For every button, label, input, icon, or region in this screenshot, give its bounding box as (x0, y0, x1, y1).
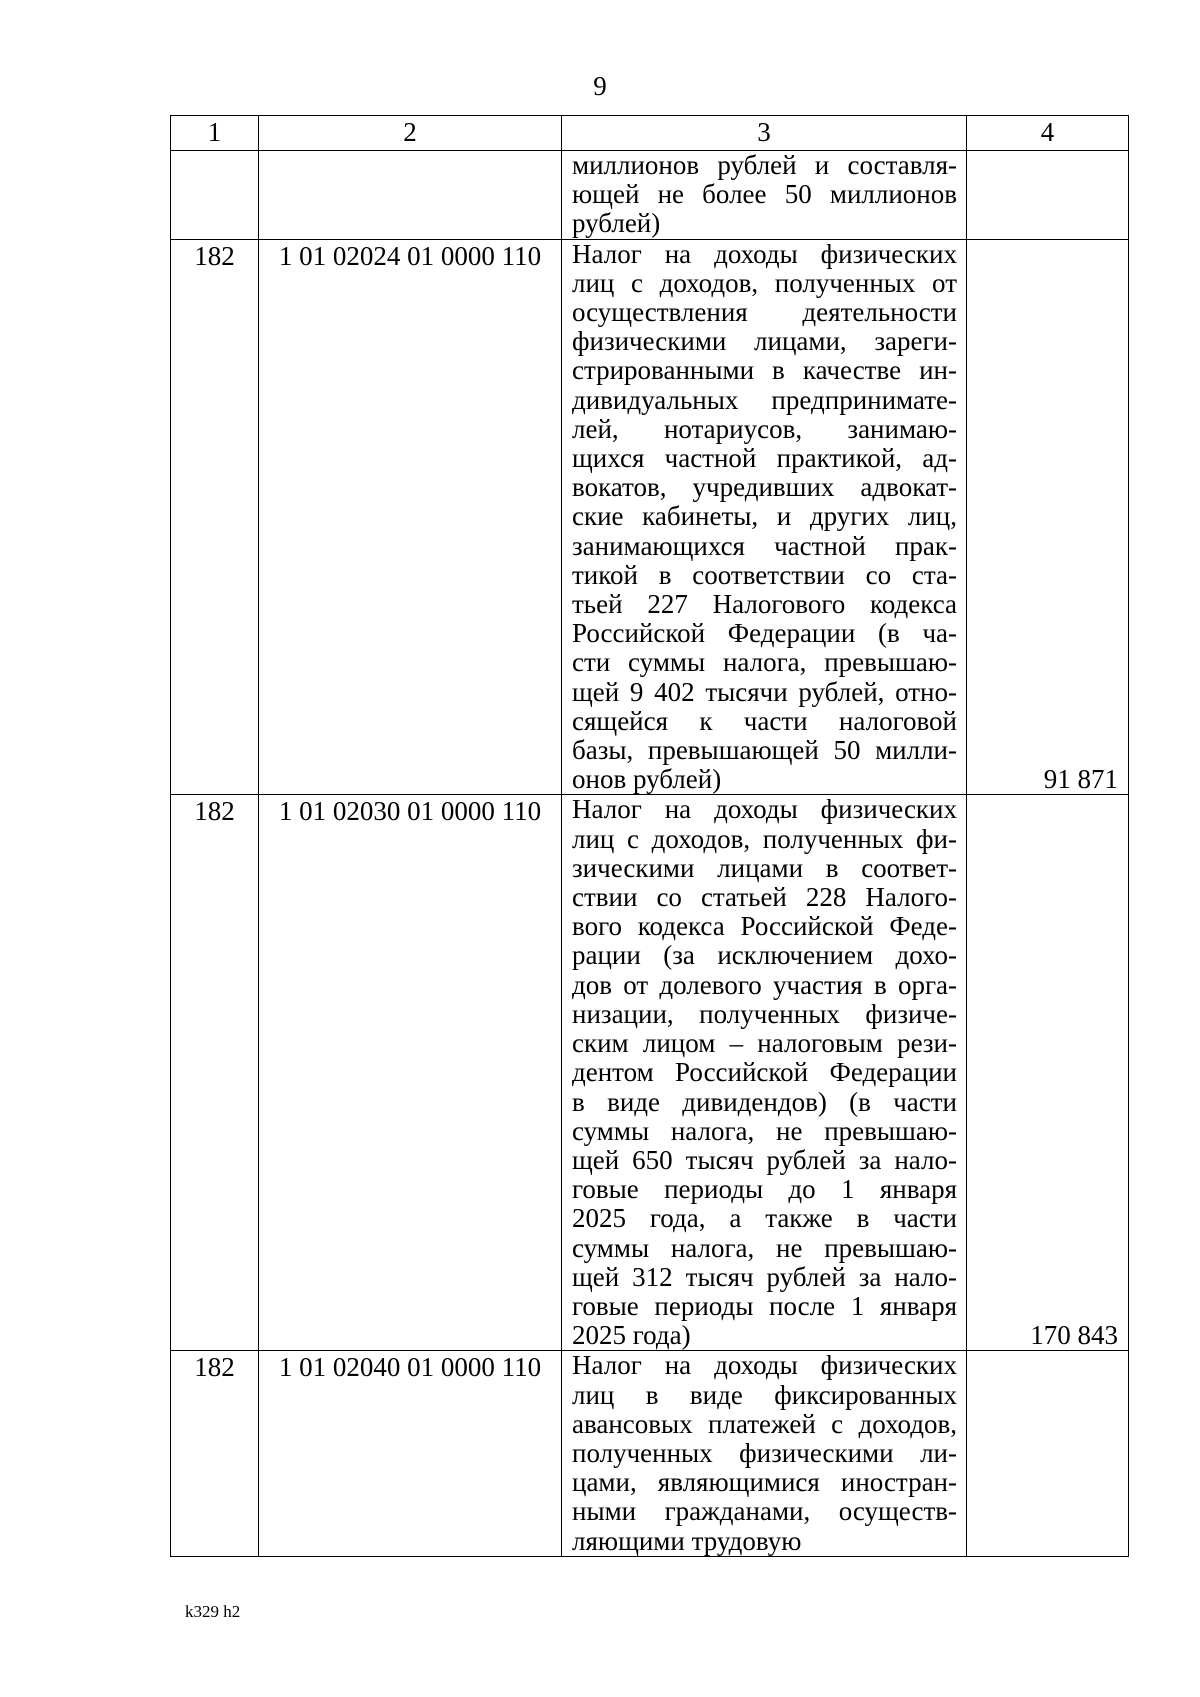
admin-code-cell: 182 (171, 795, 259, 1351)
description-line: рации (за исключением дохо- (572, 940, 957, 971)
amount-cell: 91 871 (967, 239, 1129, 795)
admin-code-cell: 182 (171, 239, 259, 795)
table-row (171, 151, 1129, 240)
description-line: низации, полученных физиче- (572, 998, 957, 1029)
description-line: в виде дивидендов) (в части (572, 1086, 957, 1117)
description-line: тикой в соответствии со ста- (572, 559, 957, 590)
description-line: суммы налога, не превышаю- (572, 1232, 957, 1263)
description-line: щихся частной практикой, ад- (572, 443, 957, 474)
description-line: дентом Российской Федерации (572, 1057, 957, 1088)
description-line: дивидуальных предпринимате- (572, 384, 957, 415)
revenue-description-cell (562, 795, 967, 1351)
description-line: тьей 227 Налогового кодекса (572, 589, 957, 620)
budget-classification-code-cell: 1 01 02030 01 0000 110 (259, 795, 562, 1351)
description-line: Налог на доходы физических (572, 238, 957, 269)
budget-classification-code-cell (259, 151, 562, 240)
header-col-1: 1 (171, 116, 259, 151)
description-line: ским лицом – налоговым рези- (572, 1028, 957, 1059)
description-line: онов рублей) (572, 764, 722, 795)
amount-cell: 170 843 (967, 795, 1129, 1351)
description-line: полученных физическими ли- (572, 1437, 957, 1468)
admin-code-cell: 182 (171, 1351, 259, 1556)
description-line: лиц с доходов, полученных фи- (572, 823, 957, 854)
description-line: осуществления деятельности (572, 297, 957, 328)
description-line: рублей) (572, 208, 661, 239)
description-line: сти суммы налога, превышаю- (572, 647, 957, 678)
description-line: вокатов, учредивших адвокат- (572, 472, 957, 503)
budget-classification-code-cell: 1 01 02040 01 0000 110 (259, 1351, 562, 1556)
description-line: зическими лицами в соответ- (572, 852, 957, 883)
table-row (171, 1351, 1129, 1556)
description-line: говые периоды после 1 января (572, 1290, 957, 1321)
description-line: миллионов рублей и составля- (572, 150, 957, 180)
budget-revenue-table (170, 115, 1129, 1557)
description-line: Налог на доходы физических (572, 1350, 957, 1381)
description-line: занимающихся частной прак- (572, 530, 957, 561)
header-col-4: 4 (967, 116, 1129, 151)
description-line: ствии со статьей 228 Налого- (572, 882, 957, 913)
description-line: ские кабинеты, и других лиц, (572, 501, 957, 532)
header-col-3: 3 (562, 116, 967, 151)
page-number: 9 (593, 71, 607, 101)
description-line: Российской Федерации (в ча- (572, 618, 957, 649)
description-line: физическими лицами, зареги- (572, 326, 957, 357)
description-line: базы, превышающей 50 милли- (572, 735, 957, 766)
amount-cell (967, 151, 1129, 240)
description-line: щей 9 402 тысячи рублей, отно- (572, 676, 957, 707)
admin-code-cell (171, 151, 259, 240)
description-line: щей 650 тысяч рублей за нало- (572, 1144, 957, 1175)
amount-cell (967, 1351, 1129, 1556)
budget-classification-code-cell: 1 01 02024 01 0000 110 (259, 239, 562, 795)
table-row (171, 795, 1129, 1351)
header-col-2: 2 (259, 116, 562, 151)
description-line: ными гражданами, осуществ- (572, 1496, 957, 1527)
description-line: сящейся к части налоговой (572, 705, 957, 736)
description-line: ющей не более 50 миллионов (572, 179, 957, 210)
revenue-description-cell (562, 151, 967, 240)
description-line: лиц в виде фиксированных (572, 1379, 957, 1410)
revenue-description-cell (562, 239, 967, 795)
description-line: ляющими трудовую (572, 1525, 802, 1556)
footer-document-code: k329 h2 (185, 1602, 241, 1621)
description-line: лиц с доходов, полученных от (572, 267, 957, 298)
table-row (171, 239, 1129, 795)
description-line: Налог на доходы физических (572, 794, 957, 825)
description-line: цами, являющимися иностран- (572, 1467, 957, 1498)
revenue-description-cell (562, 1351, 967, 1556)
table-header-row (171, 116, 1129, 151)
description-line: говые периоды до 1 января (572, 1174, 957, 1205)
description-line: авансовых платежей с доходов, (572, 1408, 957, 1439)
description-line: стрированными в качестве ин- (572, 355, 957, 386)
description-line: суммы налога, не превышаю- (572, 1115, 957, 1146)
description-line: 2025 года, а также в части (572, 1203, 957, 1234)
description-line: вого кодекса Российской Феде- (572, 911, 957, 942)
description-line: 2025 года) (572, 1320, 691, 1351)
description-line: лей, нотариусов, занимаю- (572, 413, 957, 444)
description-line: дов от долевого участия в орга- (572, 969, 957, 1000)
description-line: щей 312 тысяч рублей за нало- (572, 1261, 957, 1292)
